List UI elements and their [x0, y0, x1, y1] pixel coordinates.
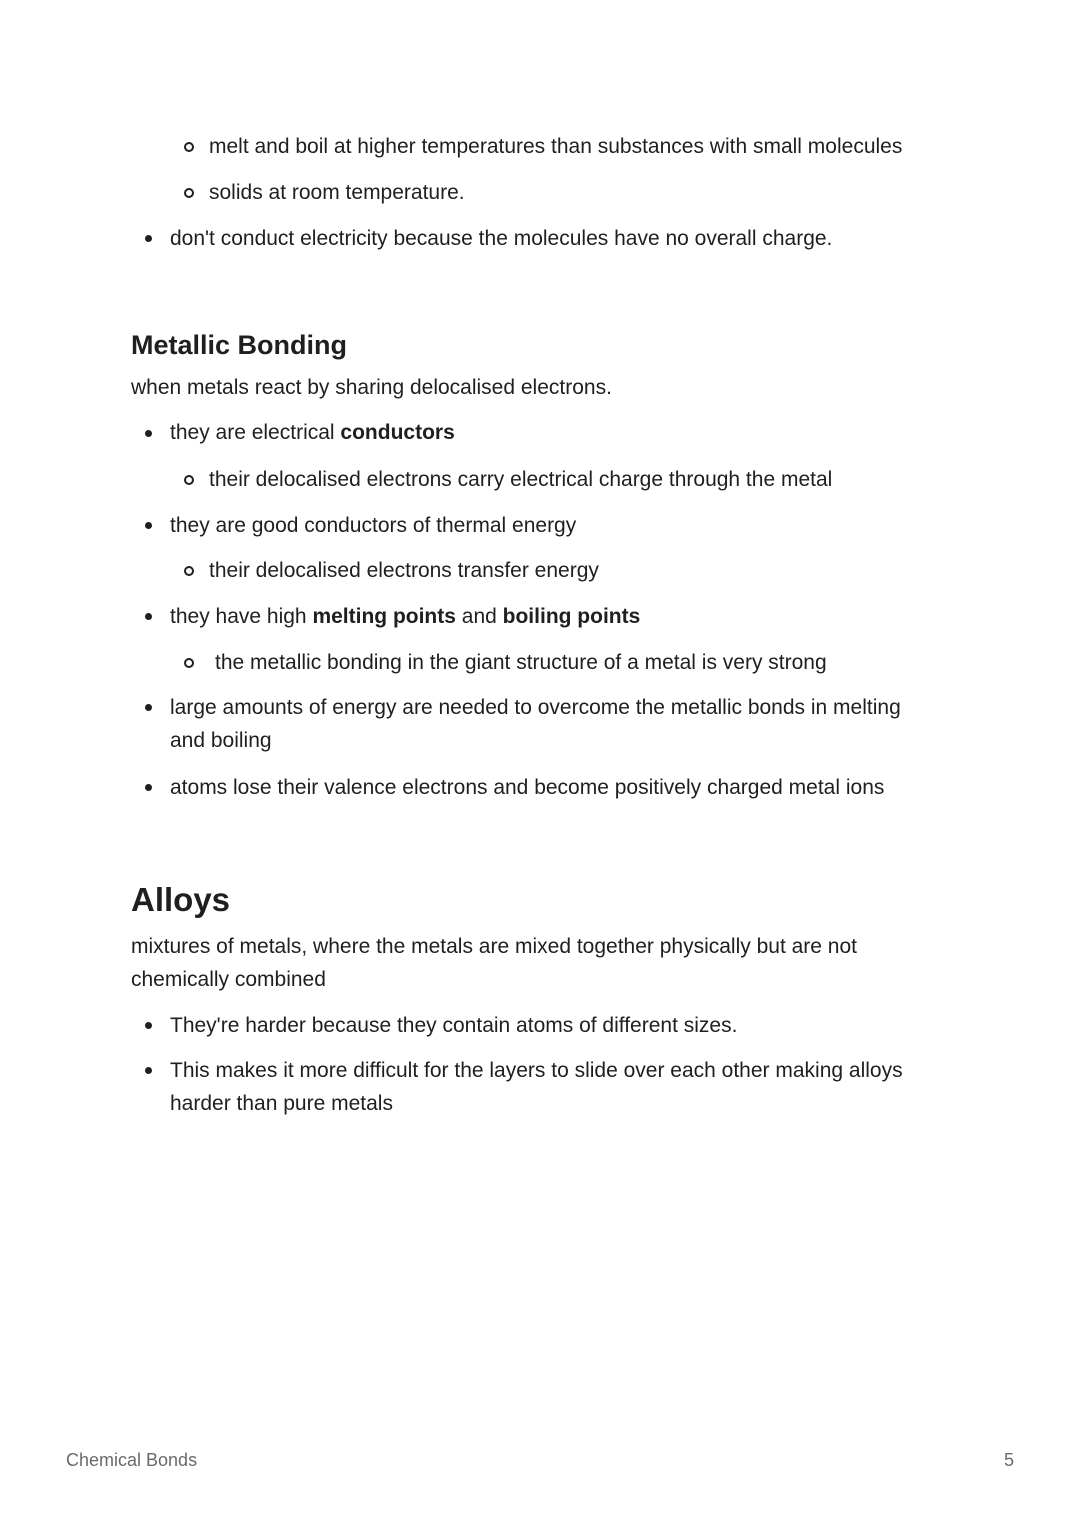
sub-item-strong-bonding: the metallic bonding in the giant structure of a metal is very strong	[215, 651, 827, 674]
bullet-layers-line1: This makes it more difficult for the layers to slide over each other making alloys	[170, 1059, 903, 1082]
metallic-intro: when metals react by sharing delocalised electrons.	[131, 376, 612, 399]
alloys-intro-line2: chemically combined	[131, 968, 326, 991]
bullet-energy-line1: large amounts of energy are needed to overcome the metallic bonds in melting	[170, 696, 901, 719]
bullet-icon	[145, 522, 152, 529]
heading-alloys: Alloys	[131, 881, 231, 918]
bullet-energy-line2: and boiling	[170, 729, 272, 752]
bullet-electrical-conductors	[170, 416, 455, 449]
bullet-icon	[145, 704, 152, 711]
sub-item-higher-temperatures: melt and boil at higher temperatures than substances with small molecules	[209, 135, 903, 158]
sub-item-solids: solids at room temperature.	[209, 181, 465, 204]
bullet-icon	[145, 235, 152, 242]
mp-and: and	[455, 605, 503, 628]
sub-bullet-icon	[184, 566, 194, 576]
conductors-bold: conductors	[340, 421, 455, 444]
bullet-layers-line2: harder than pure metals	[170, 1092, 393, 1115]
bullet-icon	[145, 784, 152, 791]
alloys-intro-line1: mixtures of metals, where the metals are mixed together physically but are not	[131, 935, 857, 958]
sub-bullet-icon	[184, 658, 194, 668]
heading-metallic-bonding: Metallic Bonding	[131, 330, 347, 360]
sub-item-charge-carry: their delocalised electrons carry electrical charge through the metal	[209, 468, 833, 491]
page-number: 5	[1004, 1450, 1015, 1470]
sub-item-transfer-energy: their delocalised electrons transfer energy	[209, 559, 599, 582]
sub-bullet-icon	[184, 142, 194, 152]
mp-prefix: they have high	[170, 605, 313, 628]
bullet-icon	[145, 613, 152, 620]
bullet-icon	[145, 1022, 152, 1029]
bullet-harder: They're harder because they contain atoms of different sizes.	[170, 1014, 738, 1037]
bullet-icon	[145, 1067, 152, 1074]
mp-bold-boiling: boiling points	[502, 605, 641, 628]
bullet-icon	[145, 430, 152, 437]
conductors-prefix: they are electrical	[170, 421, 341, 444]
bullet-ions: atoms lose their valence electrons and become positively charged metal ions	[170, 776, 885, 799]
mp-bold-melting: melting points	[312, 605, 456, 628]
footer-title: Chemical Bonds	[66, 1450, 198, 1470]
bullet-melting-boiling	[170, 600, 640, 633]
sub-bullet-icon	[184, 188, 194, 198]
bullet-thermal: they are good conductors of thermal energy	[170, 514, 577, 537]
bullet-no-conduct: don't conduct electricity because the molecules have no overall charge.	[170, 227, 833, 250]
sub-bullet-icon	[184, 475, 194, 485]
